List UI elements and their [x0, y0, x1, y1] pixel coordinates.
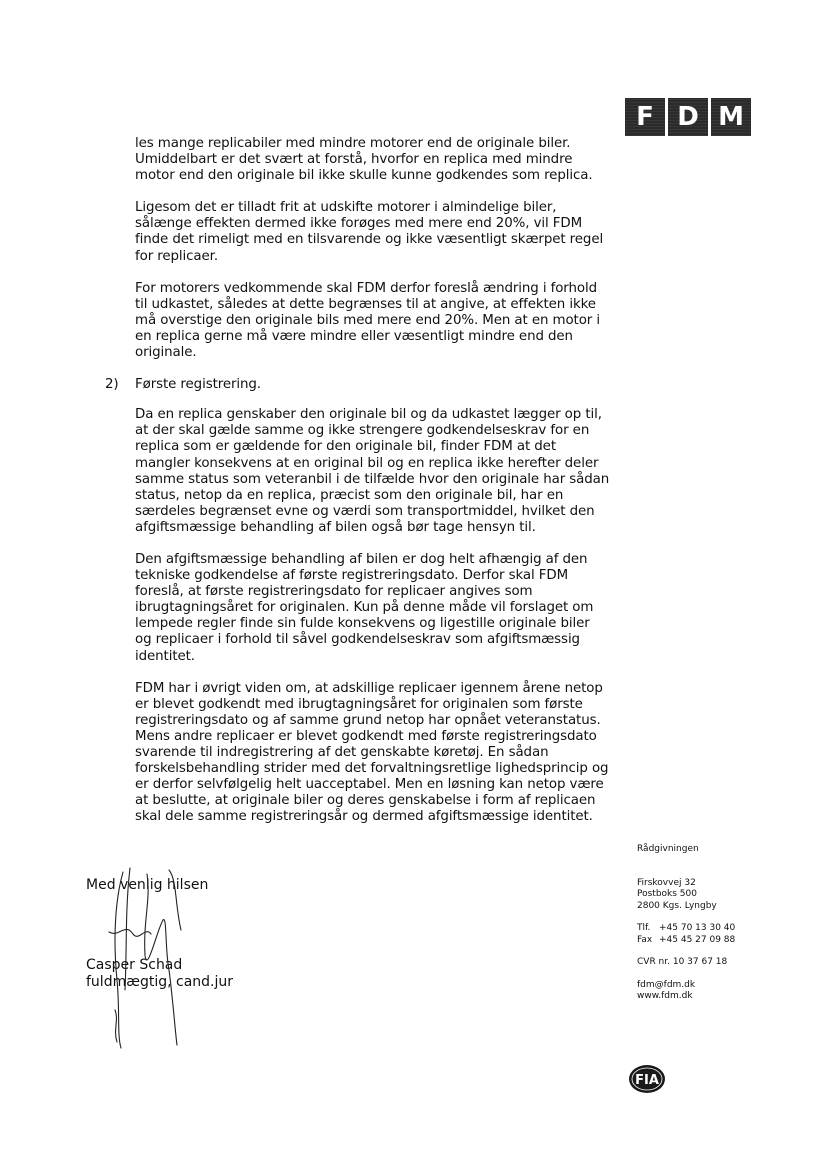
signer-name: Casper Schad — [86, 957, 183, 973]
fdm-logo-letter-m: M — [711, 98, 751, 136]
closing-greeting: Med venlig hilsen — [86, 877, 209, 893]
fdm-logo — [625, 98, 751, 136]
phone-number: +45 70 13 30 40 — [659, 923, 736, 933]
address-street: Firskovvej 32 — [637, 877, 696, 888]
letter-body — [105, 136, 610, 841]
address-city: 2800 Kgs. Lyngby — [637, 900, 717, 911]
fdm-logo-letter-f: F — [625, 98, 665, 136]
fax-line — [637, 935, 735, 947]
paragraph-intro-3: For motorers vedkommende skal FDM derfor foreslå ændring i forhold til udkastet, således at dette begrænses til at angive, at effekten ikke må overstige den originale bils med mere end 20%. Men at en motor i en replica gerne må være mindre eller væsentligt mindre end den originale. — [135, 280, 600, 361]
paragraph-intro-1: les mange replicabiler med mindre motorer end de originale biler. Umiddelbart er det svært at forstå, hvorfor en replica med mindre motor end den originale bil ikke skulle kunne godkendes som replica. — [135, 136, 593, 184]
fia-logo-text: FIA — [635, 1073, 659, 1088]
signer-title: fuldmægtig, cand.jur — [86, 974, 234, 990]
fdm-logo-letter-d: D — [668, 98, 708, 136]
paragraph-section2-2: Den afgiftsmæssige behandling af bilen er dog helt afhængig af den tekniske godkendelse af første registreringsdato. Derfor skal FDM foreslå, at første registreringsdato for replicaer angives som ibrugtagningsåret for originalen. Kun på denne måde vil forslaget om lempede regler finde sin fulde konsekvens og ligestille originale biler og replicaer i forhold til såvel godkendelseskrav som afgiftsmæssig identitet. — [135, 551, 594, 664]
contact-sidebar — [637, 844, 735, 1003]
fax-number: +45 45 27 09 88 — [659, 934, 736, 945]
section-heading — [105, 377, 610, 393]
section-title: Første registrering. — [135, 377, 261, 393]
cvr-number: CVR nr. 10 37 67 18 — [637, 957, 728, 967]
section-number: 2) — [105, 377, 119, 393]
address-postbox: Postboks 500 — [637, 889, 697, 899]
paragraph-intro-2: Ligesom det er tilladt frit at udskifte motorer i almindelige biler, sålænge effekten dermed ikke forøges med mere end 20%, vil FDM finde det rimeligt med en tilsvarende og ikke væsentligt skærpet regel for replicaer. — [135, 200, 604, 264]
website-address: www.fdm.dk — [637, 991, 693, 1001]
paragraph-section2-1: Da en replica genskaber den originale bil og da udkastet lægger op til, at der skal gælde samme og ikke strengere godkendelseskrav for en replica som er gældende for den originale bil, finder FDM at det mangler konsekvens at en original bil og en replica ikke herefter deler samme status som veteranbil i de tilfælde hvor den originale har sådan status, netop da en replica, præcist som den originale bil, har en særdeles begrænset evne og værdi som transportmiddel, hvilket den afgiftsmæssige behandling af bilen også bør tage hensyn til. — [135, 407, 610, 535]
handwritten-signature — [95, 860, 205, 1060]
fax-label: Fax — [637, 934, 653, 945]
email-address: fdm@fdm.dk — [637, 979, 696, 990]
phone-label: Tlf. — [637, 923, 651, 933]
phone-line — [637, 923, 735, 935]
department-name: Rådgivningen — [637, 844, 699, 854]
paragraph-section2-3: FDM har i øvrigt viden om, at adskillige replicaer igennem årene netop er blevet godkendt med ibrugtagningsåret for originalen som første registreringsdato og af samme grund netop har opnået veteranstatus. Mens andre replicaer er blevet godkendt med første registreringsdato svarende til indregistrering af det genskabte køretøj. En sådan forskelsbehandling strider med det forvaltningsretlige lighedsprincip og er derfor selvfølgelig helt uacceptabel. Men en løsning kan netop være at beslutte, at originale biler og deres genskabelse i form af replicaen skal dele samme registreringsår og dermed afgiftsmæssige identitet. — [135, 680, 609, 825]
fia-logo — [627, 1063, 667, 1095]
